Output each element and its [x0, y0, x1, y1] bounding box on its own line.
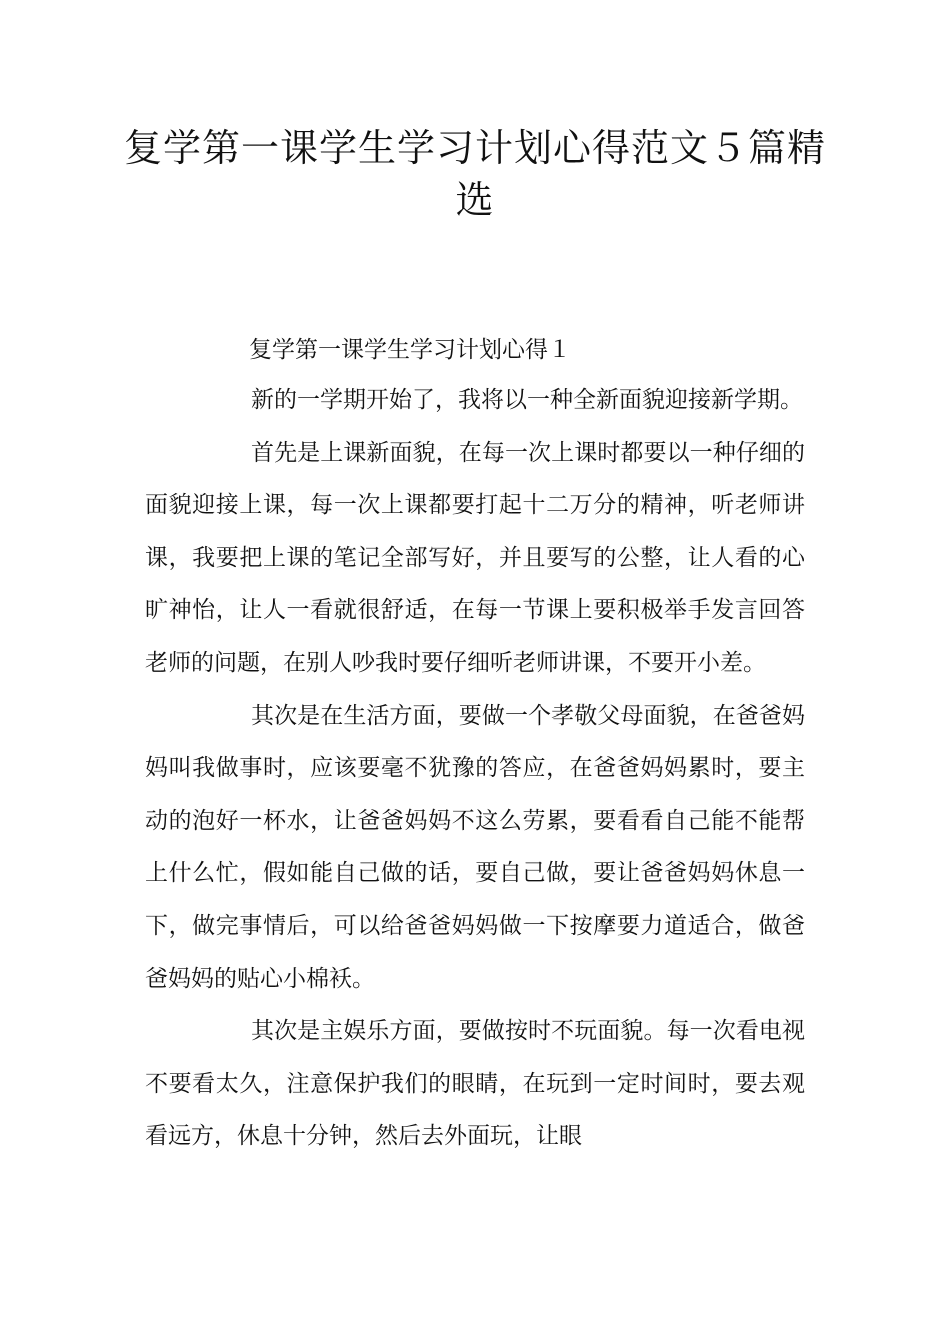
paragraph-3: 其次是在生活方面，要做一个孝敬父母面貌，在爸爸妈妈叫我做事时，应该要毫不犹豫的答应，在爸爸妈妈累时，要主动的泡好一杯水，让爸爸妈妈不这么劳累，要看看自己能不能帮上什么忙，假如能自己做的话，要自己做，要让爸爸妈妈休息一下，做完事情后，可以给爸爸妈妈做一下按摩要力道适合，做爸爸妈妈的贴心小棉袄。: [145, 702, 805, 992]
document-body: [145, 326, 805, 1163]
section-heading: 复学第一课学生学习计划心得１: [249, 337, 571, 363]
document-title: 复学第一课学生学习计划心得范文５篇精选: [123, 126, 826, 222]
paragraph-4: 其次是主娱乐方面，要做按时不玩面貌。每一次看电视不要看太久，注意保护我们的眼睛，在玩到一定时间时，要去观看远方，休息十分钟，然后去外面玩，让眼: [145, 1018, 805, 1150]
paragraph-1: 新的一学期开始了，我将以一种全新面貌迎接新学期。: [251, 387, 803, 413]
paragraph-2: 首先是上课新面貌，在每一次上课时都要以一种仔细的面貌迎接上课，每一次上课都要打起十二万分的精神，听老师讲课，我要把上课的笔记全部写好，并且要写的公整，让人看的心旷神怡，让人一看就很舒适，在每一节课上要积极举手发言回答老师的问题，在别人吵我时要仔细听老师讲课，不要开小差。: [145, 439, 805, 676]
